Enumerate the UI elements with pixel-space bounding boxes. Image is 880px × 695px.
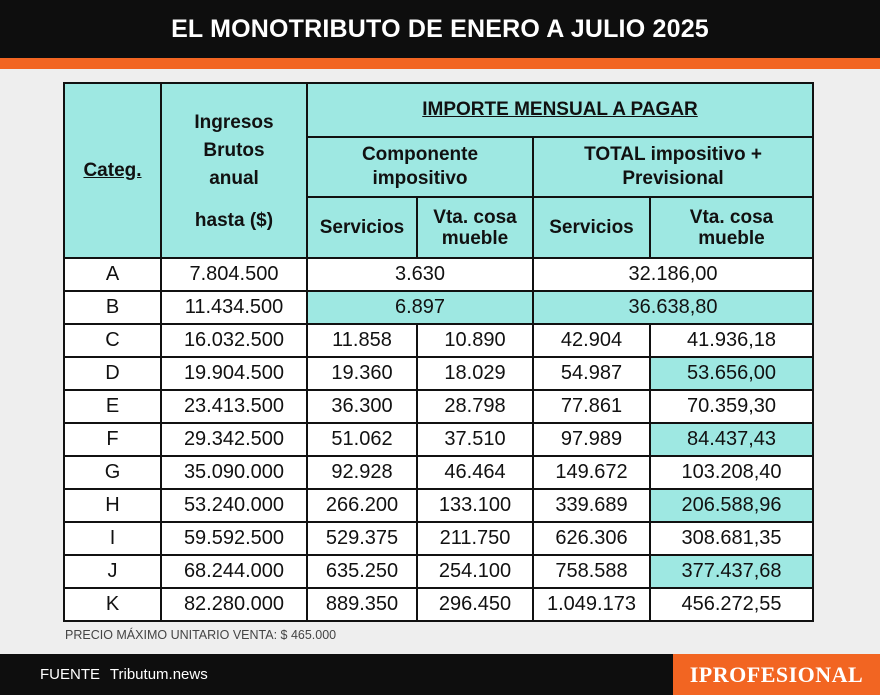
cell-categ: K: [64, 588, 161, 621]
cell-total-servicios: 626.306: [533, 522, 650, 555]
cell-comp-vta: 18.029: [417, 357, 533, 390]
cell-total-servicios: 42.904: [533, 324, 650, 357]
table-row: [64, 588, 813, 621]
cell-total-servicios: 1.049.173: [533, 588, 650, 621]
source-label: FUENTE: [40, 666, 100, 683]
table-row: [64, 357, 813, 390]
footer-bar: [0, 654, 880, 695]
table-row: [64, 324, 813, 357]
cell-total-vta: 308.681,35: [650, 522, 813, 555]
cell-total-vta: 377.437,68: [650, 555, 813, 588]
source-value: Tributum.news: [109, 666, 208, 683]
cell-total-vta: 84.437,43: [650, 423, 813, 456]
cell-comp-servicios: 635.250: [307, 555, 417, 588]
cell-comp-merged: 6.897: [307, 291, 533, 324]
cell-comp-servicios: 19.360: [307, 357, 417, 390]
cell-total-vta: 41.936,18: [650, 324, 813, 357]
logo-text: IPROFESIONAL: [689, 661, 864, 687]
cell-ingresos: 68.244.000: [161, 555, 307, 588]
table-row: [64, 522, 813, 555]
header-comp-vta: Vta. cosa mueble: [417, 197, 533, 258]
cell-total-servicios: 54.987: [533, 357, 650, 390]
cell-total-servicios: 149.672: [533, 456, 650, 489]
cell-categ: A: [64, 258, 161, 291]
cell-categ: B: [64, 291, 161, 324]
table-row: [64, 258, 813, 291]
table-row: [64, 555, 813, 588]
cell-categ: F: [64, 423, 161, 456]
cell-ingresos: 35.090.000: [161, 456, 307, 489]
cell-categ: E: [64, 390, 161, 423]
cell-categ: H: [64, 489, 161, 522]
page-title: EL MONOTRIBUTO DE ENERO A JULIO 2025: [171, 14, 709, 43]
header-categ: Categ.: [64, 83, 161, 258]
cell-total-servicios: 339.689: [533, 489, 650, 522]
cell-ingresos: 16.032.500: [161, 324, 307, 357]
cell-comp-servicios: 889.350: [307, 588, 417, 621]
cell-comp-vta: 10.890: [417, 324, 533, 357]
cell-comp-merged: 3.630: [307, 258, 533, 291]
cell-total-servicios: 97.989: [533, 423, 650, 456]
cell-ingresos: 19.904.500: [161, 357, 307, 390]
cell-categ: I: [64, 522, 161, 555]
cell-comp-vta: 46.464: [417, 456, 533, 489]
header-ingresos: [161, 83, 307, 258]
monotributo-table: [63, 82, 814, 622]
header-comp-servicios: Servicios: [307, 197, 417, 258]
cell-comp-servicios: 36.300: [307, 390, 417, 423]
table-row: [64, 423, 813, 456]
cell-total-vta: 53.656,00: [650, 357, 813, 390]
cell-total-merged: 32.186,00: [533, 258, 813, 291]
table-row: [64, 390, 813, 423]
cell-comp-servicios: 529.375: [307, 522, 417, 555]
cell-comp-vta: 211.750: [417, 522, 533, 555]
table-row: [64, 489, 813, 522]
cell-categ: C: [64, 324, 161, 357]
cell-total-merged: 36.638,80: [533, 291, 813, 324]
cell-categ: G: [64, 456, 161, 489]
cell-ingresos: 7.804.500: [161, 258, 307, 291]
table-row: [64, 291, 813, 324]
cell-ingresos: 82.280.000: [161, 588, 307, 621]
cell-comp-servicios: 266.200: [307, 489, 417, 522]
cell-comp-servicios: 11.858: [307, 324, 417, 357]
cell-comp-servicios: 92.928: [307, 456, 417, 489]
cell-total-vta: 103.208,40: [650, 456, 813, 489]
title-bar: [0, 0, 880, 58]
cell-total-vta: 206.588,96: [650, 489, 813, 522]
cell-comp-vta: 254.100: [417, 555, 533, 588]
cell-comp-servicios: 51.062: [307, 423, 417, 456]
header-total-vta: Vta. cosa mueble: [650, 197, 813, 258]
orange-divider: [0, 58, 880, 69]
header-total-servicios: Servicios: [533, 197, 650, 258]
source-credit: [40, 666, 208, 683]
header-componente-impositivo: Componente impositivo: [307, 137, 533, 197]
cell-ingresos: 23.413.500: [161, 390, 307, 423]
table-row: [64, 456, 813, 489]
header-total: TOTAL impositivo + Previsional: [533, 137, 813, 197]
cell-categ: D: [64, 357, 161, 390]
cell-comp-vta: 133.100: [417, 489, 533, 522]
iprofesional-logo: [673, 654, 880, 695]
cell-ingresos: 29.342.500: [161, 423, 307, 456]
cell-total-vta: 456.272,55: [650, 588, 813, 621]
cell-comp-vta: 296.450: [417, 588, 533, 621]
cell-comp-vta: 37.510: [417, 423, 533, 456]
cell-ingresos: 59.592.500: [161, 522, 307, 555]
cell-ingresos: 11.434.500: [161, 291, 307, 324]
cell-categ: J: [64, 555, 161, 588]
header-importe-mensual: IMPORTE MENSUAL A PAGAR: [307, 83, 813, 137]
cell-ingresos: 53.240.000: [161, 489, 307, 522]
cell-total-servicios: 77.861: [533, 390, 650, 423]
cell-total-servicios: 758.588: [533, 555, 650, 588]
cell-total-vta: 70.359,30: [650, 390, 813, 423]
footnote-precio-maximo: PRECIO MÁXIMO UNITARIO VENTA: $ 465.000: [65, 628, 337, 642]
header-ingresos-label: Ingresos Brutos anual: [194, 111, 274, 189]
cell-comp-vta: 28.798: [417, 390, 533, 423]
header-ingresos-hasta: hasta ($): [194, 209, 274, 231]
